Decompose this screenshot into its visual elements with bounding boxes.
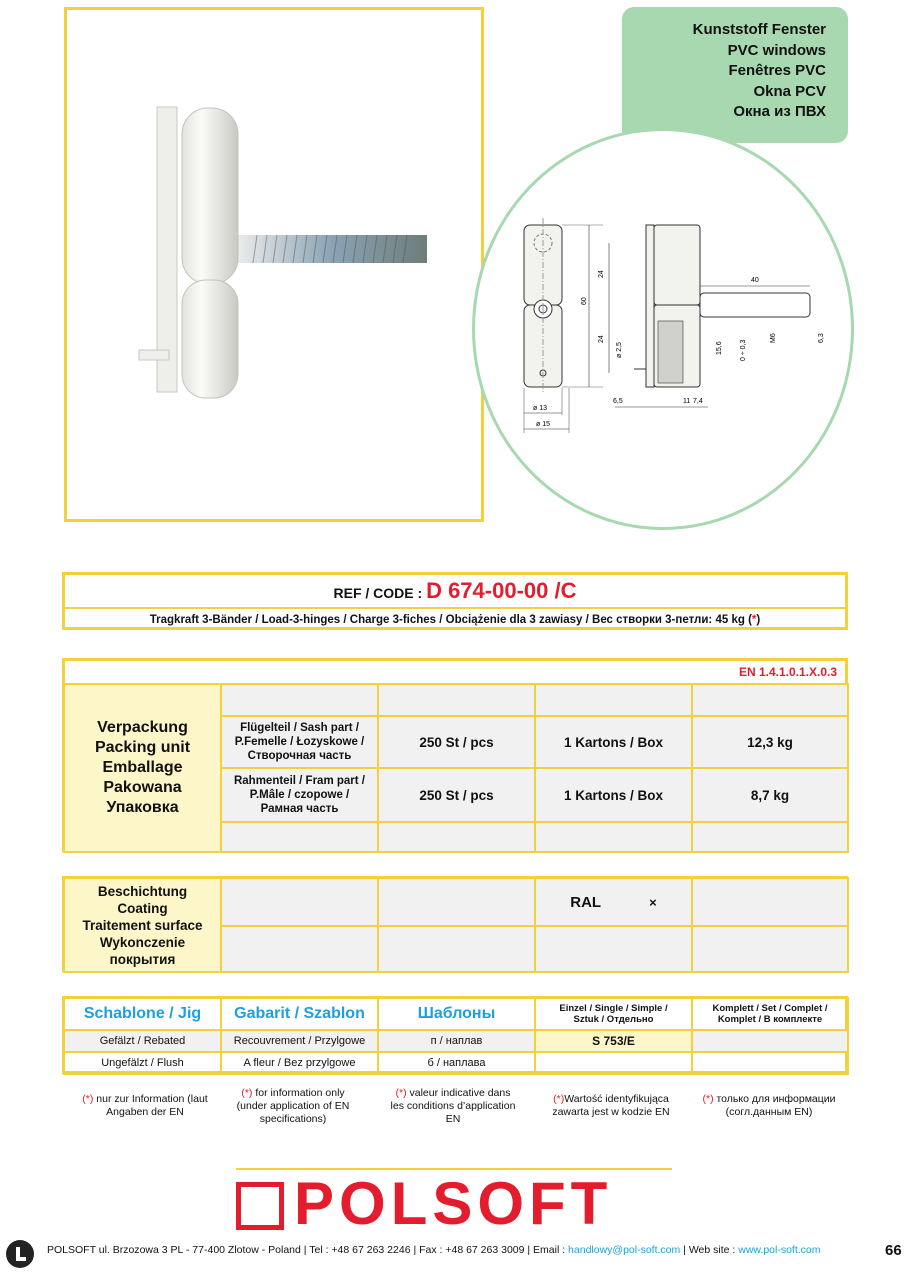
ref-code: D 674-00-00 /C (426, 578, 577, 603)
dim-label: 60 (581, 297, 588, 305)
dim-label: 15,6 (716, 341, 723, 355)
jig-cell: б / наплава (378, 1052, 535, 1074)
weight: 12,3 kg (692, 716, 848, 768)
load-capacity (65, 609, 845, 631)
empty-cell (378, 684, 535, 716)
jig-header: Шаблоны (378, 998, 535, 1030)
footer-email-link[interactable]: handlowy@pol-soft.com (568, 1244, 681, 1256)
dim-label: 24 (598, 270, 605, 278)
jig-cell: Ungefälzt / Flush (64, 1052, 221, 1074)
packing-box (62, 658, 848, 852)
ral-mark: × (649, 894, 657, 910)
empty-cell (221, 822, 378, 852)
footer-web-label: | Web site : (680, 1244, 739, 1256)
part-name: Flügelteil / Sash part / P.Femelle / Łozyskowe / Створочная часть (221, 716, 378, 768)
packing-label-line: Emballage (102, 759, 183, 776)
footnote (388, 1087, 518, 1126)
jig-header: Gabarit / Szablon (221, 998, 378, 1030)
dim-label: 24 (598, 335, 605, 343)
jig-code: S 753/E (535, 1030, 692, 1052)
empty-cell (378, 926, 535, 972)
jig-cell (692, 1052, 848, 1074)
note-star: (*) (395, 1087, 407, 1099)
jig-cell: Recouvrement / Przylgowe (221, 1030, 378, 1052)
hinge-photo (67, 10, 481, 519)
part-name: Rahmenteil / Fram part / P.Mâle / czopowe / Рамная часть (221, 768, 378, 822)
load-text: Tragkraft 3-Bänder / Load-3-hinges / Charge 3-fiches / Obciążenie dla 3 zawiasy / Вес створки 3-петли: 45 kg ( (149, 614, 752, 626)
coating-label-line: Traitement surface (82, 917, 203, 933)
category-line: Okna PCV (753, 82, 826, 100)
note-text: только для информации (согл.данным EN) (713, 1093, 836, 1118)
packing-table (63, 683, 849, 853)
jig-box (62, 996, 848, 1074)
note-star: (*) (82, 1093, 94, 1105)
note-text: for information only (under application of EN specifications) (236, 1087, 350, 1125)
drawing-svg (475, 131, 851, 527)
dim-label: 0 ÷ 0,3 (740, 339, 747, 361)
note-star: (*) (241, 1087, 253, 1099)
empty-cell (378, 822, 535, 852)
ref-code-box (62, 572, 848, 630)
box-count: 1 Kartons / Box (535, 768, 692, 822)
ral-cell (535, 878, 692, 926)
footnote (228, 1087, 358, 1126)
jig-cell: Gefälzt / Rebated (64, 1030, 221, 1052)
box-count: 1 Kartons / Box (535, 716, 692, 768)
category-label (622, 7, 848, 143)
dim-label: ø 13 (533, 405, 548, 412)
packing-label (64, 684, 221, 852)
packing-label-line: Verpackung (97, 719, 188, 736)
dim-label: 7,4 (693, 398, 703, 405)
note-text: Wartość identyfikująca zawarta jest w kodzie EN (552, 1093, 670, 1118)
coating-label-line: Coating (117, 900, 168, 916)
single-header: Einzel / Single / Simple / Sztuk / Отдельно (535, 998, 692, 1030)
empty-cell (221, 926, 378, 972)
ref-line (65, 575, 845, 609)
empty-cell (692, 926, 848, 972)
category-line: PVC windows (727, 41, 826, 59)
dim-label: 6,3 (818, 333, 825, 343)
coating-label (64, 878, 221, 972)
ral-label: RAL (570, 893, 601, 911)
product-photo-frame (64, 7, 484, 522)
footnote (80, 1093, 210, 1119)
empty-cell (221, 684, 378, 716)
empty-cell (692, 822, 848, 852)
jig-cell (692, 1030, 848, 1052)
note-star: (*) (702, 1093, 714, 1105)
ref-label: REF / CODE : (333, 585, 427, 601)
empty-cell (692, 878, 848, 926)
category-line: Kunststoff Fenster (692, 21, 826, 38)
footer-address-text: POLSOFT ul. Brzozowa 3 PL - 77-400 Zlotow - Poland | Tel : +48 67 263 2246 | Fax : +48 67 263 3009 | Email : (47, 1244, 569, 1256)
logo-text: POLSOFT (294, 1170, 613, 1237)
footnote (694, 1093, 844, 1119)
empty-cell (535, 822, 692, 852)
load-close: ) (756, 614, 761, 626)
logo-square-icon (236, 1182, 284, 1230)
en-standard: EN 1.4.1.0.1.X.0.3 (65, 661, 845, 685)
packing-label-line: Упаковка (106, 799, 179, 816)
dim-label: ø 2,5 (616, 342, 623, 358)
note-text: nur zur Information (laut Angaben der EN (93, 1093, 208, 1118)
coating-label-line: Wykonczenie (99, 934, 186, 950)
badge-glyph (6, 1240, 34, 1268)
polsoft-logo (236, 1170, 672, 1237)
packing-label-line: Packing unit (94, 739, 191, 756)
coating-box (62, 876, 848, 972)
footer-web-link[interactable]: www.pol-soft.com (738, 1244, 821, 1256)
category-line: Окна из ПВХ (733, 103, 826, 120)
note-star: (*) (553, 1093, 565, 1105)
jig-cell (535, 1052, 692, 1074)
dim-label: ø 15 (536, 421, 551, 428)
dim-label: 6,5 (613, 398, 623, 405)
category-line: Fenêtres PVC (728, 62, 826, 79)
footer-address (47, 1244, 821, 1256)
quantity: 250 St / pcs (378, 716, 535, 768)
note-star: * (751, 614, 757, 626)
dim-label: 40 (751, 277, 759, 284)
jig-header: Schablone / Jig (64, 998, 221, 1030)
empty-cell (221, 878, 378, 926)
coating-label-line: Beschichtung (97, 883, 188, 899)
jig-cell: A fleur / Bez przylgowe (221, 1052, 378, 1074)
coating-table (63, 877, 849, 973)
note-text: valeur indicative dans les conditions d’application EN (390, 1087, 516, 1125)
dim-label: M6 (770, 333, 777, 343)
polsoft-badge-icon (6, 1240, 34, 1268)
empty-cell (535, 926, 692, 972)
empty-cell (535, 684, 692, 716)
weight: 8,7 kg (692, 768, 848, 822)
empty-cell (378, 878, 535, 926)
coating-label-line: покрытия (109, 951, 176, 967)
quantity: 250 St / pcs (378, 768, 535, 822)
empty-cell (692, 684, 848, 716)
jig-cell: п / наплав (378, 1030, 535, 1052)
jig-table (63, 997, 849, 1075)
footnote (546, 1093, 676, 1119)
dim-label: 11 (683, 398, 691, 405)
set-header: Komplett / Set / Complet / Komplet / В комплекте (692, 998, 848, 1030)
packing-label-line: Pakowana (103, 779, 182, 796)
technical-drawing (472, 128, 854, 530)
page-number: 66 (885, 1242, 902, 1259)
